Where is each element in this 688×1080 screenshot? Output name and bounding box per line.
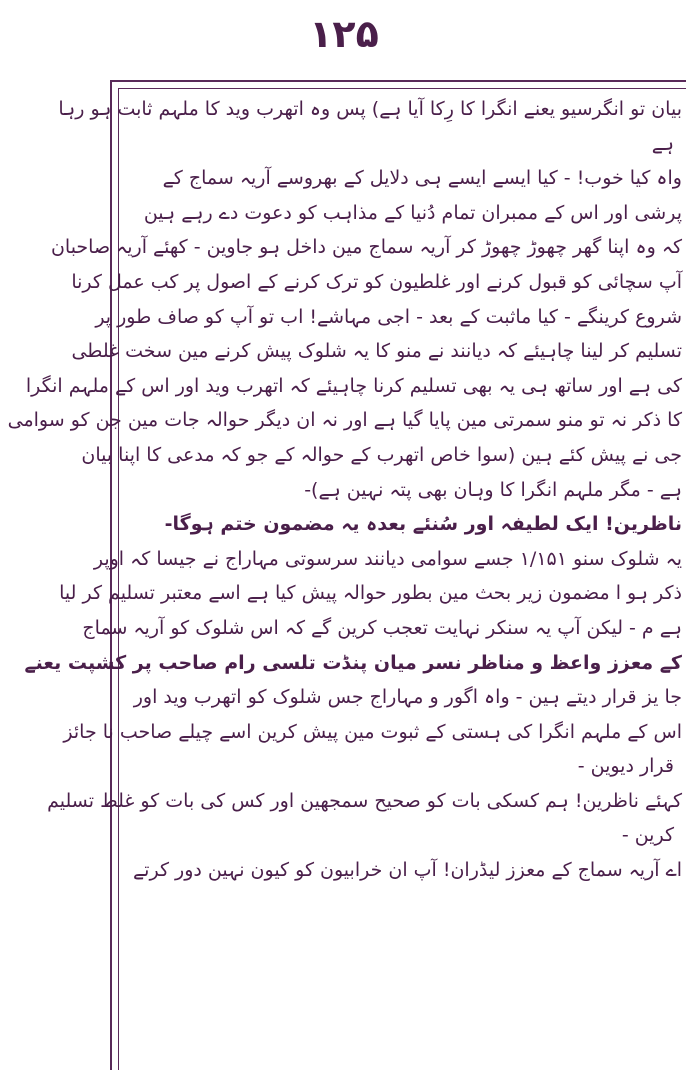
text-line: کی ہے اور ساتھ ہی یہ بھی تسلیم کرنا چاہیئے کہ اتھرب وید اور اس کے ملہم انگرا <box>25 374 682 397</box>
text-line: بیان تو انگرسیو یعنے انگرا کا رِکا آیا ہے) پس وہ اتھرب وید کا ملہم ثابت ہو رہا <box>58 98 682 120</box>
text-line: ذکر ہو ا مضمون زیر بحث مین بطور حوالہ پیش کیا ہے اسے معتبر تسلیم کر لیا <box>59 582 682 605</box>
text-line: اس کے ملہم انگرا کی ہستی کے ثبوت مین پیش کرین اسے چیلے صاحب نا جائز <box>63 720 682 743</box>
text-line: کہ وہ اپنا گھر چھوڑ چھوڑ کر آریہ سماج مین داخل ہو جاوین - کھئے آریہ صاحبان <box>50 236 682 259</box>
text-line: تسلیم کر لینا چاہیئے کہ دیانند نے منو کا یہ شلوک پیش کرنے مین سخت غلطی <box>71 340 682 363</box>
text-line: پرشی اور اس کے ممبران تمام دُنیا کے مذاہب کو دعوت دے رہے ہین <box>143 201 682 224</box>
text-line: ہے - مگر ملہم انگرا کا وہان بھی پتہ نہین ہے)- <box>304 478 682 501</box>
text-line: قرار دیوین - <box>577 755 674 778</box>
text-line: یہ شلوک سنو ۱/۱۵۱ جسے سوامی دیانند سرسوتی مہاراج نے جیسا کہ اوپر <box>93 547 682 570</box>
page-number: ۱۲۵ <box>309 12 379 56</box>
text-line: واہ کیا خوب! - کیا ایسے ایسے ہی دلایل کے بھروسے آریہ سماج کے <box>162 167 682 190</box>
text-line: ہے م - لیکن آپ یہ سنکر نہایت تعجب کرین گے کہ اس شلوک کو آریہ سماج <box>82 616 682 639</box>
text-line: شروع کرینگے - کیا ماثبت کے بعد - اجی مہاشے! اب تو آپ کو صاف طور پر <box>95 305 682 328</box>
text-line: کے معزز واعظ و مناظر نسر میان پنڈت تلسی رام صاحب پر کشپت یعنے <box>24 651 682 674</box>
text-line: اے آریہ سماج کے معزز لیڈران! آپ ان خرابیون کو کیون نہین دور کرتے <box>133 859 682 882</box>
text-line: ناظرین! ایک لطیفہ اور سُنئے بعدہ یہ مضمون ختم ہوگا- <box>164 513 682 536</box>
text-line: جا یز قرار دیتے ہین - واہ اگور و مہاراج جس شلوک کو اتھرب وید اور <box>133 686 682 709</box>
text-line: کا ذکر نہ تو منو سمرتی مین پایا گیا ہے اور نہ ان دیگر حوالہ جات مین جن کو سوامی <box>7 409 682 432</box>
text-line: کہئے ناظرین! ہم کسکی بات کو صحیح سمجھین اور کس کی بات کو غلط تسلیم <box>47 789 682 812</box>
body-text <box>7 92 682 1062</box>
text-line: جی نے پیش کئے ہین (سوا خاص اتھرب کے حوالہ کے جو کہ مدعی کا اپنا بیان <box>81 443 682 466</box>
text-line: آپ سچائی کو قبول کرنے اور غلطیون کو ترک کرنے کے اصول پر کب عمل کرنا <box>71 270 682 293</box>
text-line: کرین - <box>621 824 674 847</box>
text-line: ہے <box>651 132 674 155</box>
